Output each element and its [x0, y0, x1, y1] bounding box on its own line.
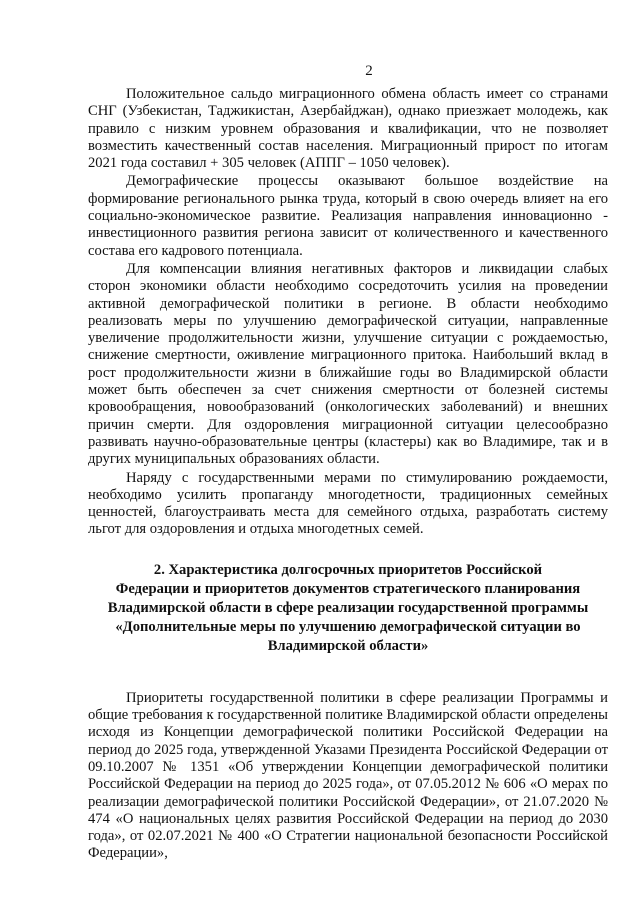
paragraph-compensation-measures: Для компенсации влияния негативных факторов и ликвидации слабых сторон экономики области необходимо сосредоточить усилия на проведении активной демографической политики в регионе. В области необходимо реализовать меры по улучшению демографической ситуации, направленные увеличение продолжительности жизни, улучшение ситуации с рождаемостью, снижение смертности, оживление миграционного притока. Наибольший вклад в рост продолжительности жизни в ближайшие годы во Владимирской области может быть обеспечен за счет снижения смертности от болезней системы кровообращения, новообразований (онкологических заболеваний) и внешних причин смерти. Для оздоровления миграционной ситуации целесообразно развивать научно-образовательные центры (кластеры) как во Владимире, так и в других муниципальных образованиях области. [88, 260, 608, 468]
page-number: 2 [365, 63, 373, 79]
paragraph-state-priorities: Приоритеты государственной политики в сфере реализации Программы и общие требования к государственной политике Владимирской области определены исходя из Концепции демографической политики Российской Федерации на период до 2025 года, утвержденной Указами Президента Российской Федерации от 09.10.2007 № 1351 «Об утверждении Концепции демографической политики Российской Федерации на период до 2025 года», от 07.05.2012 № 606 «О мерах по реализации демографической политики Российской Федерации», от 21.07.2020 № 474 «О национальных целях развития Российской Федерации на период до 2030 года», от 02.07.2021 № 400 «О Стратегии национальной безопасности Российской Федерации», [88, 689, 608, 862]
section-title-line: Владимирской области в сфере реализации государственной программы [107, 599, 589, 616]
paragraph-family-values: Наряду с государственными мерами по стимулированию рождаемости, необходимо усилить пропаганду многодетности, традиционных семейных ценностей, благоустраивать места для семейного отдыха, разработать систему льгот для оздоровления и отдыха многодетных семей. [88, 469, 608, 538]
section-title-line: Федерации и приоритетов документов стратегического планирования [115, 580, 581, 597]
paragraph-demographic-processes: Демографические процессы оказывают большое воздействие на формирование регионального рынка труда, который в свою очередь влияет на его социально-экономическое развитие. Реализация направления инновационно - инвестиционного развития региона зависит от количественного и качественного состава его кадрового потенциала. [88, 173, 608, 259]
paragraph-migration: Положительное сальдо миграционного обмена область имеет со странами СНГ (Узбекистан, Таджикистан, Азербайджан), однако приезжает молодежь, как правило с низким уровнем образования и квалификации, что не позволяет возместить качественный состав населения. Миграционный прирост по итогам 2021 года составил + 305 человек (АППГ – 1050 человек). [88, 86, 608, 172]
section-title-line: 2. Характеристика долгосрочных приоритетов Российской [153, 561, 543, 578]
section-title-line: Владимирской области» [267, 637, 429, 654]
section-title-line: «Дополнительные меры по улучшению демографической ситуации во [115, 618, 581, 635]
section-title [88, 561, 608, 656]
document-page [88, 62, 608, 864]
